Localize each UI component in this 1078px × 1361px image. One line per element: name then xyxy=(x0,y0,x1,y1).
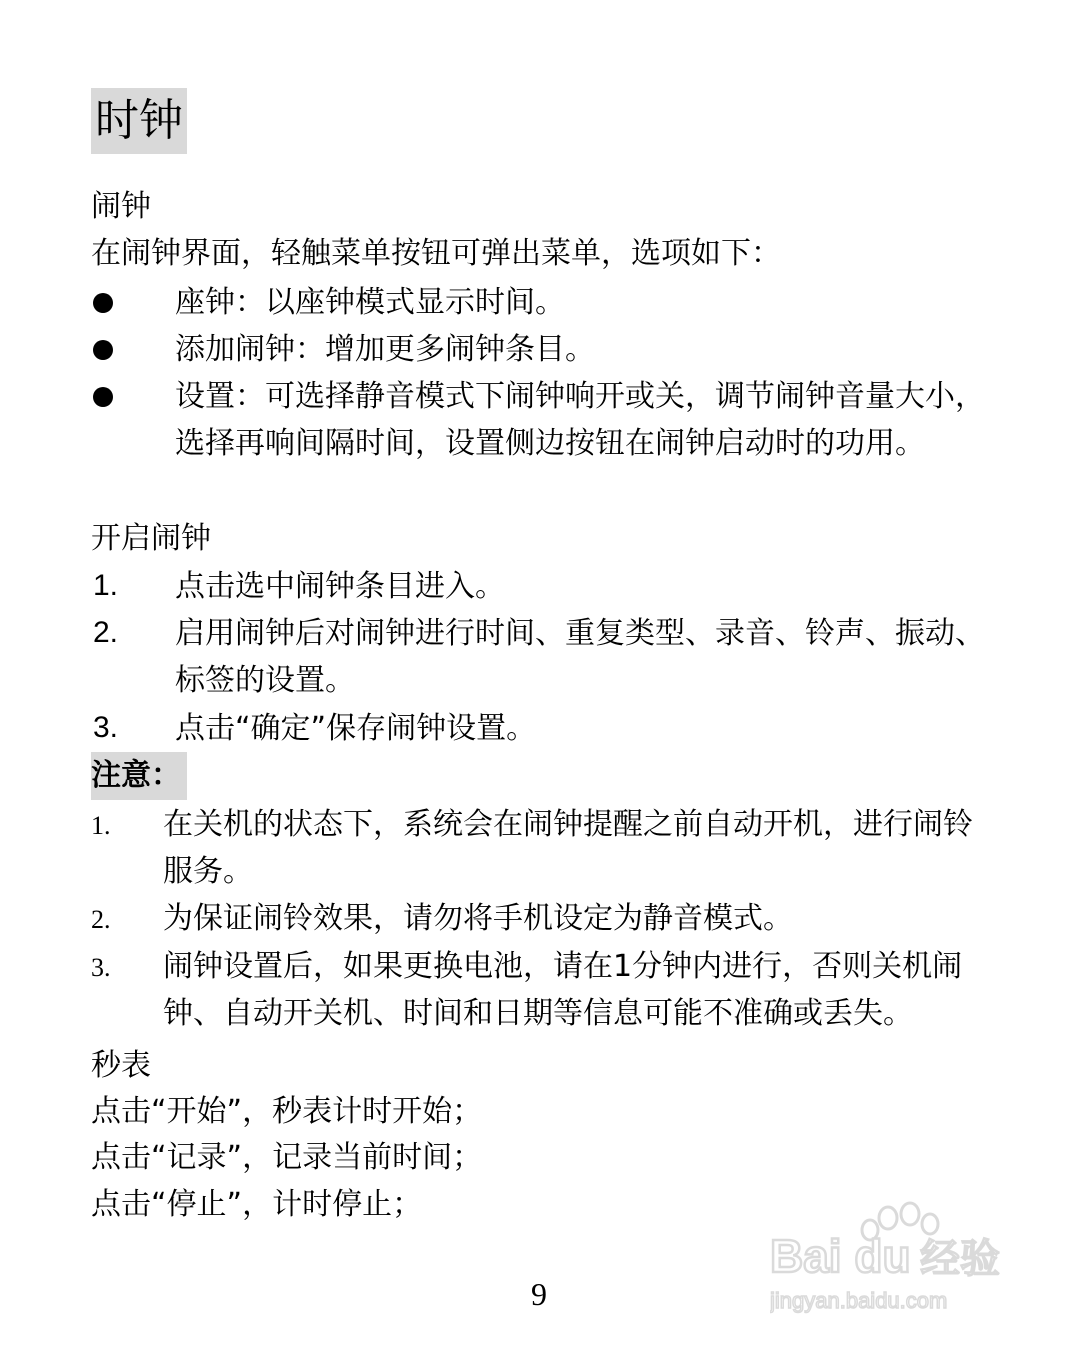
alarm-heading: 闹钟 xyxy=(91,189,151,224)
bullet-icon xyxy=(93,340,113,360)
step-text: 点击选中闹钟条目进入。 xyxy=(175,569,505,604)
note-number: 3. xyxy=(91,953,111,982)
svg-text:Bai du: Bai du xyxy=(770,1230,911,1282)
alarm-option: 添加闹钟：增加更多闹钟条目。 xyxy=(175,332,595,367)
stopwatch-heading: 秒表 xyxy=(91,1048,151,1083)
bullet-icon xyxy=(93,293,113,313)
step-number: 1. xyxy=(93,569,119,602)
note-text: 为保证闹铃效果，请勿将手机设定为静音模式。 xyxy=(163,901,793,936)
step-text: 启用闹钟后对闹钟进行时间、重复类型、录音、铃声、振动、标签的设置。 xyxy=(175,616,985,698)
step-number: 2. xyxy=(93,616,119,649)
stopwatch-line: 点击“停止”，计时停止； xyxy=(91,1187,423,1222)
notes-heading: 注意： xyxy=(91,752,187,800)
page-title: 时钟 xyxy=(91,88,187,154)
note-number: 1. xyxy=(91,811,111,840)
note-text: 在关机的状态下，系统会在闹钟提醒之前自动开机，进行闹铃服务。 xyxy=(163,807,973,889)
page-number: 9 xyxy=(531,1276,547,1312)
alarm-option: 设置：可选择静音模式下闹钟响开或关，调节闹钟音量大小，选择再响间隔时间，设置侧边按钮在闹钟启动时的功用。 xyxy=(175,379,985,461)
svg-text:经验: 经验 xyxy=(920,1236,1000,1282)
step-number: 3. xyxy=(93,711,119,744)
note-number: 2. xyxy=(91,905,111,934)
alarm-intro: 在闹钟界面，轻触菜单按钮可弹出菜单，选项如下： xyxy=(91,236,781,271)
alarm-option: 座钟：以座钟模式显示时间。 xyxy=(175,285,565,320)
step-text: 点击“确定”保存闹钟设置。 xyxy=(175,711,537,746)
svg-text:jingyan.baidu.com: jingyan.baidu.com xyxy=(770,1288,948,1313)
stopwatch-line: 点击“记录”，记录当前时间； xyxy=(91,1140,483,1175)
bullet-icon xyxy=(93,387,113,407)
note-text: 闹钟设置后，如果更换电池，请在1分钟内进行，否则关机闹钟、自动开关机、时间和日期等信息可能不准确或丢失。 xyxy=(163,949,963,1031)
stopwatch-line: 点击“开始”，秒表计时开始； xyxy=(91,1094,483,1129)
enable-heading: 开启闹钟 xyxy=(91,521,211,556)
baidu-watermark-logo xyxy=(770,1200,1030,1320)
